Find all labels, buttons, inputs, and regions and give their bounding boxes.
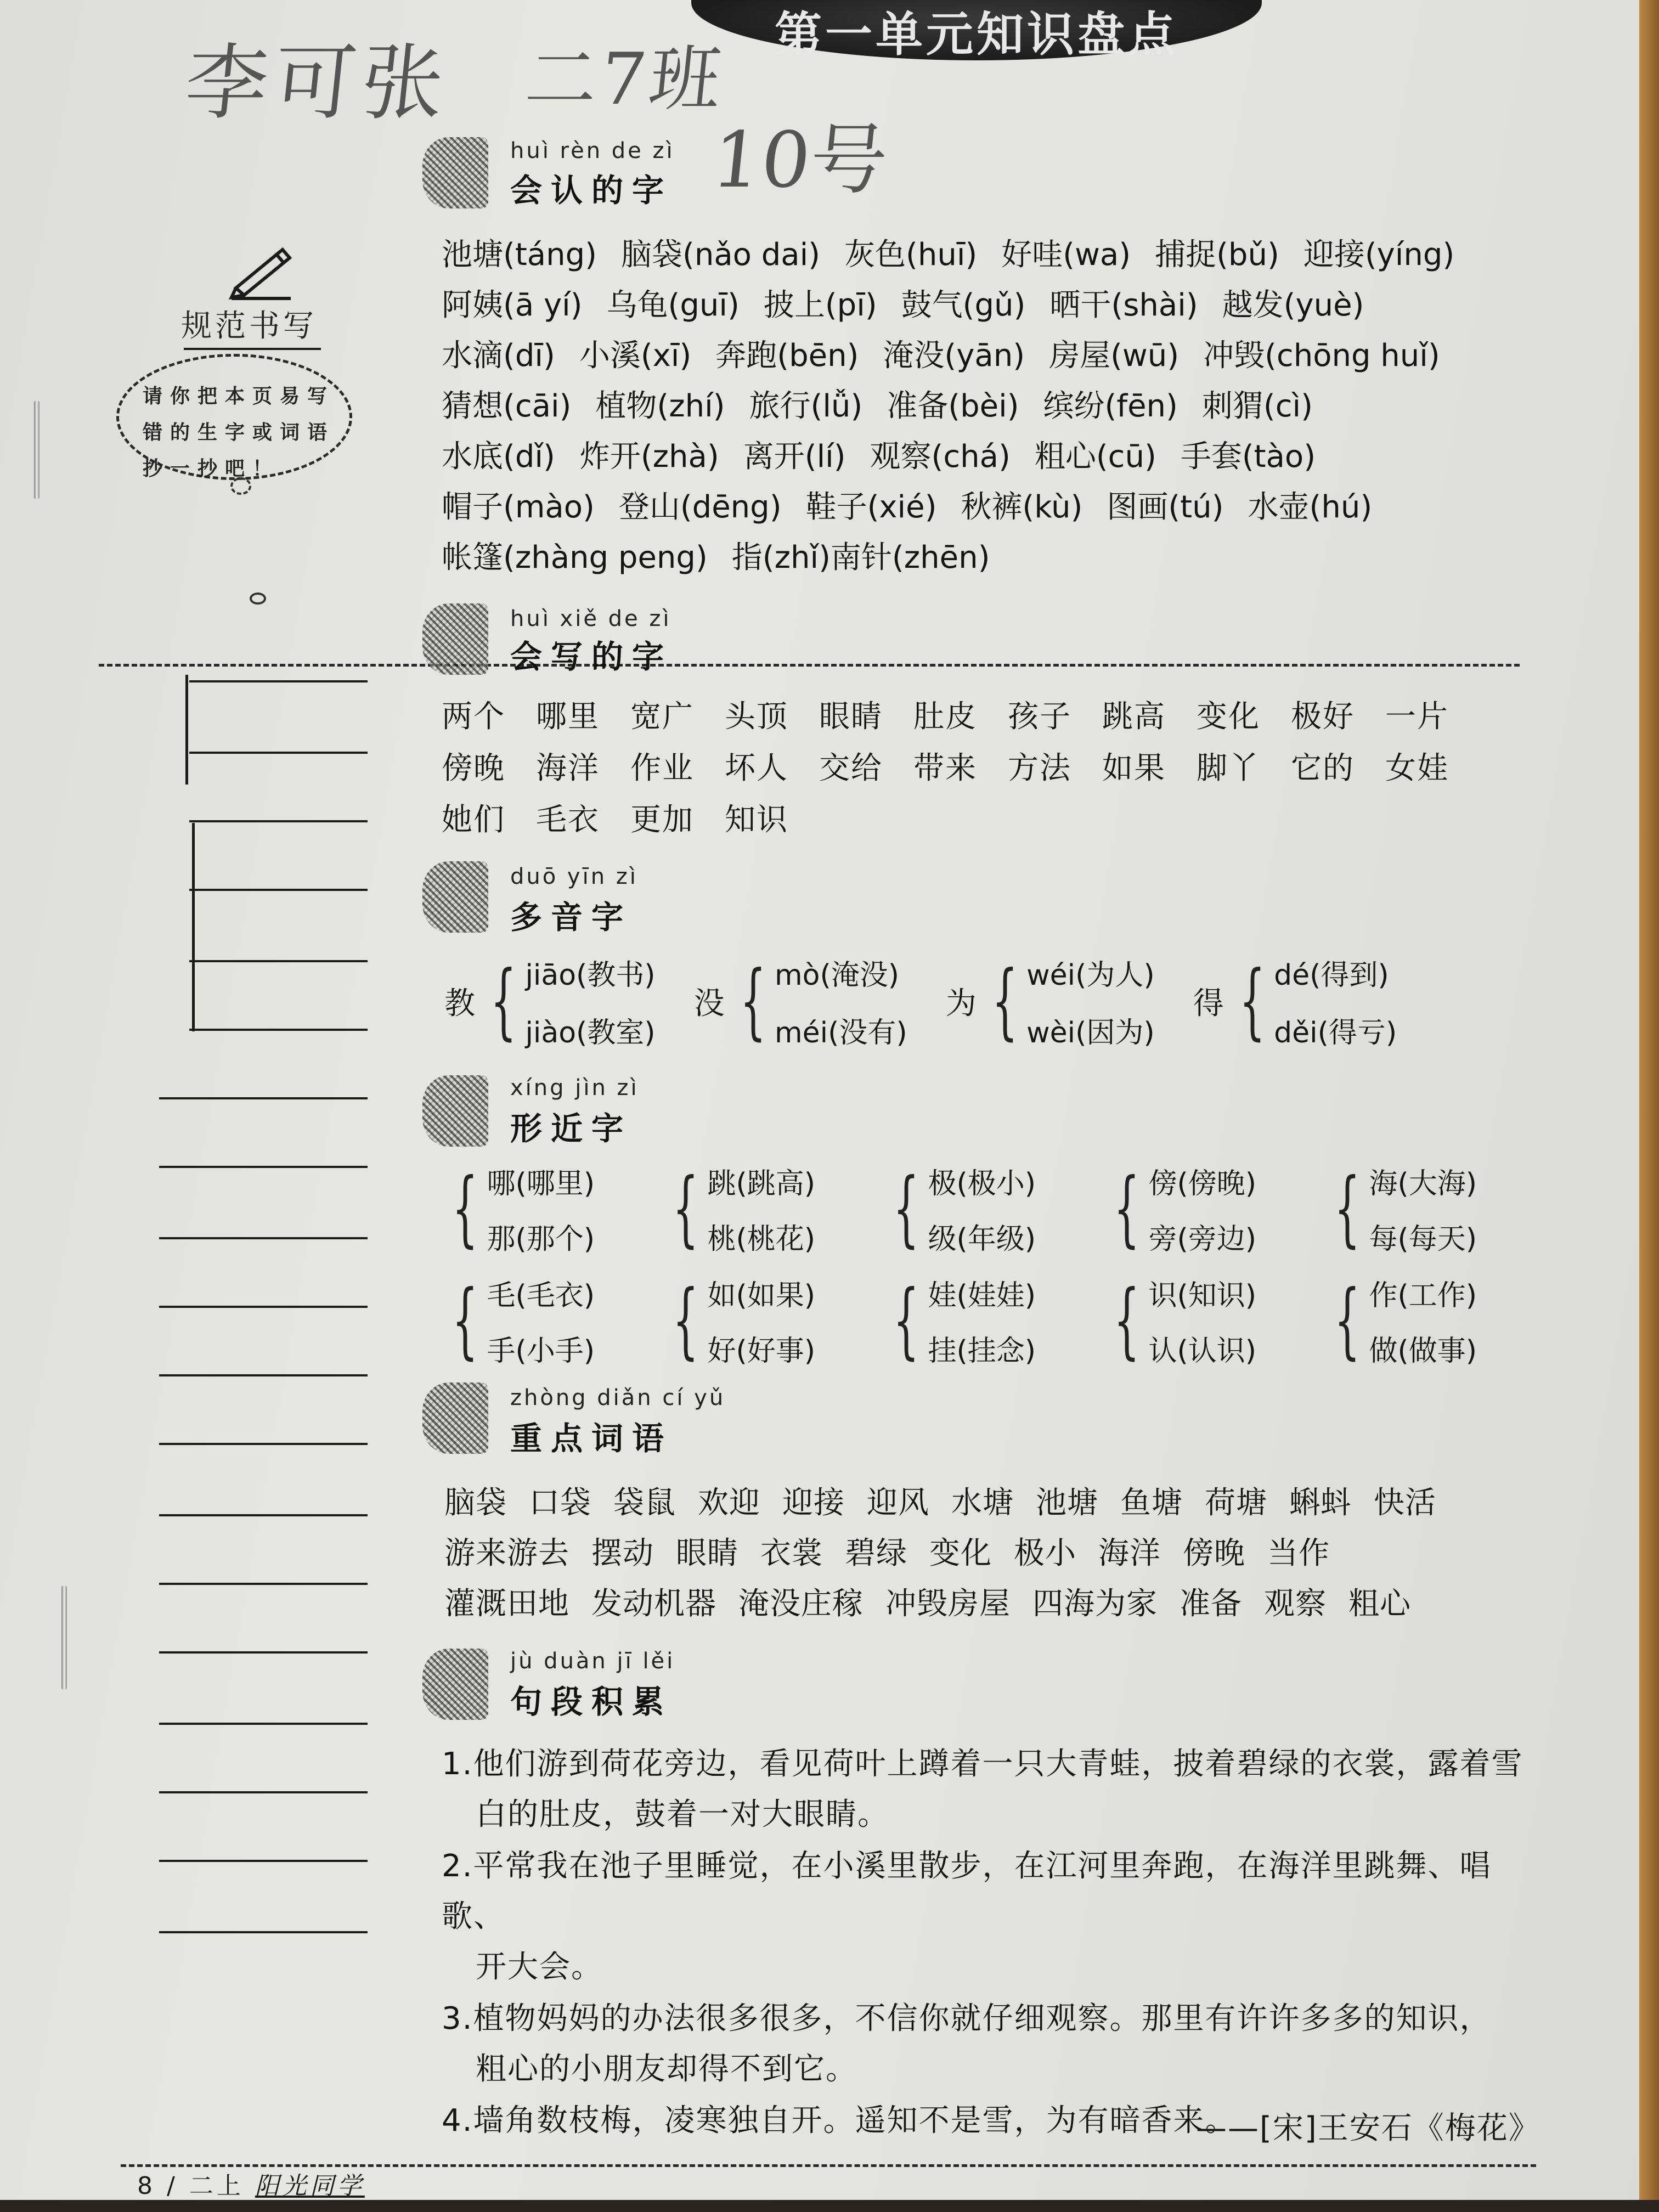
sentence-continuation: 开大会。 (476, 1949, 603, 1985)
write-word: 交给 (819, 751, 883, 786)
vocab-row (442, 432, 1479, 483)
polyphone-groups (444, 952, 1397, 1051)
keyword: 鱼塘 (1120, 1485, 1183, 1521)
vocab-item: 刺猬(cì) (1201, 388, 1313, 424)
write-word: 海洋 (536, 751, 600, 786)
polyphone-group (946, 952, 1155, 1051)
keyword: 极小 (1014, 1536, 1076, 1571)
vocab-item: 炸开(zhà) (579, 439, 719, 475)
brace: { (1113, 1161, 1140, 1256)
polyphone-reading: dé(得到) (1274, 959, 1389, 992)
sentence-line: 植物妈妈的办法很多很多，不信你就仔细观察。那里有许许多多的知识， (473, 2001, 1492, 2036)
keyword-list (444, 1479, 1458, 1630)
writing-line[interactable] (159, 1237, 368, 1239)
write-row (442, 795, 1480, 847)
vocab-item: 水壶(hú) (1248, 489, 1373, 525)
polyphone-readings (1026, 952, 1155, 1051)
keyword: 游来游去 (444, 1536, 569, 1571)
keyword: 粗心 (1348, 1586, 1411, 1622)
vocab-item: 帽子(mào) (442, 489, 595, 525)
sentence-list (442, 1739, 1550, 2147)
vocab-item: 指(zhǐ)南针(zhēn) (731, 540, 990, 575)
polyphone-char: 得 (1193, 986, 1224, 1022)
keyword: 蝌蚪 (1289, 1485, 1352, 1521)
writing-line[interactable] (159, 1097, 368, 1099)
section-icon (422, 137, 488, 208)
poem-citation: ——[宋]王安石《梅花》 (1196, 2111, 1541, 2146)
vocab-item: 准备(bèi) (887, 388, 1019, 424)
polyphone-group (444, 952, 656, 1051)
section-title-keywords: 重点词语 (510, 1420, 673, 1457)
section-pinyin: zhòng diǎn cí yǔ (510, 1385, 726, 1410)
sentence-line: 墙角数枝梅，凌寒独自开。遥知不是雪，为有暗香来。 (473, 2103, 1237, 2138)
vocab-item: 观察(chá) (870, 439, 1011, 475)
keyword: 快活 (1374, 1485, 1436, 1521)
vocab-item: 植物(zhí) (595, 388, 725, 424)
section-pinyin: duō yīn zì (510, 864, 638, 889)
similar-group (1101, 1160, 1287, 1257)
keyword: 变化 (929, 1536, 992, 1571)
similar-item: 每(每天) (1369, 1223, 1477, 1256)
write-word: 两个 (442, 699, 505, 735)
keyword: 当作 (1267, 1536, 1330, 1571)
keyword: 观察 (1264, 1586, 1327, 1622)
similar-item: 认(认识) (1148, 1335, 1257, 1368)
vocab-item: 乌龟(guī) (606, 287, 740, 323)
polyphone-char: 为 (945, 986, 977, 1022)
brace: { (452, 1161, 478, 1256)
vocab-item: 水底(dǐ) (442, 439, 555, 475)
staple (34, 400, 40, 499)
polyphone-readings (525, 952, 655, 1051)
brace: { (893, 1161, 919, 1256)
unit-banner (691, 0, 1262, 60)
similar-item: 娃(娃娃) (928, 1279, 1036, 1312)
vocab-item: 旅行(lǚ) (749, 388, 863, 424)
vocab-item: 粗心(cū) (1034, 439, 1156, 475)
sentence-line: 他们游到荷花旁边，看见荷叶上蹲着一只大青蛙，披着碧绿的衣裳，露着雪 (473, 1746, 1523, 1782)
vocab-item: 脑袋(nǎo dai) (621, 237, 821, 273)
keyword-row (444, 1579, 1458, 1630)
writing-line[interactable] (159, 1514, 368, 1516)
similar-group (659, 1160, 846, 1257)
keyword: 袋鼠 (613, 1485, 676, 1521)
sidebar-title-underline (184, 348, 321, 350)
publisher-brand: 阳光同学 (255, 2172, 365, 2200)
vocab-row (442, 533, 1479, 584)
vocab-item: 秋裤(kù) (961, 489, 1083, 525)
vocab-item: 手套(tào) (1180, 439, 1316, 475)
writing-line[interactable] (159, 1166, 368, 1168)
vocab-item: 图画(tú) (1107, 489, 1224, 525)
similar-item: 那(那个) (487, 1223, 595, 1256)
polyphone-group (694, 952, 907, 1051)
similar-item: 傍(傍晚) (1148, 1167, 1257, 1200)
vocab-row (442, 281, 1479, 331)
sentence-continuation: 粗心的小朋友却得不到它。 (476, 2051, 857, 2087)
polyphone-readings (1274, 952, 1397, 1051)
similar-group (880, 1272, 1066, 1369)
vocab-item: 鼓气(gǔ) (901, 287, 1026, 323)
vocab-item: 冲毁(chōng huǐ) (1203, 338, 1440, 374)
section-title-sentences: 句段积累 (510, 1683, 673, 1720)
similar-pair (1369, 1160, 1477, 1257)
vocab-item: 奔跑(bēn) (715, 338, 859, 374)
writing-line[interactable] (189, 680, 368, 682)
sentence-line: 平常我在池子里睡觉，在小溪里散步，在江河里奔跑，在海洋里跳舞、唱歌、 (442, 1848, 1492, 1934)
similar-item: 作(工作) (1369, 1279, 1477, 1312)
grade-label: 二上 (189, 2172, 244, 2200)
section-icon (422, 1649, 488, 1720)
similar-pair (707, 1272, 815, 1369)
similar-pair (707, 1160, 815, 1257)
keyword: 碧绿 (845, 1536, 907, 1571)
polyphone-reading: wèi(因为) (1026, 1017, 1155, 1049)
similar-item: 毛(毛衣) (487, 1279, 595, 1312)
similar-pair (487, 1272, 595, 1369)
sentence-item (442, 1841, 1550, 1993)
page-number: 8 (137, 2172, 156, 2200)
similar-item: 如(如果) (707, 1279, 816, 1312)
vocab-item: 小溪(xī) (579, 338, 692, 374)
vocab-item: 披上(pī) (763, 287, 877, 323)
writing-line[interactable] (159, 1651, 368, 1654)
section-title-polyphone: 多音字 (510, 899, 633, 936)
table-edge (1639, 0, 1659, 2212)
writing-line[interactable] (159, 1583, 368, 1585)
writing-line[interactable] (159, 1306, 368, 1308)
write-word: 如果 (1102, 751, 1166, 786)
section-icon (422, 1075, 488, 1147)
polyphone-reading: jiāo(教书) (525, 959, 656, 992)
keyword: 冲毁房屋 (885, 1586, 1011, 1622)
section-pinyin: huì rèn de zì (510, 138, 675, 163)
write-word: 脚丫 (1197, 751, 1260, 786)
section-icon (422, 861, 488, 933)
keyword-row (444, 1529, 1458, 1579)
similar-item: 做(做事) (1369, 1335, 1477, 1368)
write-word: 方法 (1008, 751, 1071, 786)
sentence-number: 2. (442, 1848, 473, 1884)
section-icon (422, 1383, 488, 1454)
similar-item: 桃(桃花) (707, 1223, 816, 1256)
section-pinyin: huì xiě de zì (510, 606, 672, 631)
writing-line[interactable] (189, 820, 368, 822)
keyword: 准备 (1180, 1586, 1242, 1622)
vocab-item: 帐篷(zhàng peng) (442, 540, 708, 575)
sidebar-title: 规范书写 (181, 308, 317, 344)
vocab-item: 迎接(yíng) (1303, 237, 1455, 273)
keyword: 迎风 (867, 1485, 929, 1521)
vocab-item: 阿姨(ā yí) (442, 287, 583, 323)
sentence-item (442, 1994, 1550, 2095)
write-word: 变化 (1197, 699, 1260, 735)
keyword: 淹没庄稼 (738, 1586, 864, 1622)
similar-item: 好(好事) (707, 1335, 816, 1368)
section-divider (99, 664, 1520, 667)
similar-pair (1369, 1272, 1477, 1369)
keyword: 摆动 (591, 1536, 654, 1571)
vocab-item: 池塘(táng) (442, 237, 597, 273)
write-words (442, 692, 1480, 847)
vocab-item: 房屋(wū) (1049, 338, 1180, 374)
footer-separator: / (167, 2172, 178, 2200)
write-word: 作业 (630, 751, 694, 786)
keyword: 欢迎 (698, 1485, 760, 1521)
write-word: 傍晚 (442, 751, 505, 786)
similar-pair (1148, 1272, 1256, 1369)
keyword: 脑袋 (444, 1485, 507, 1521)
section-pinyin: jù duàn jī lěi (510, 1649, 675, 1674)
similar-group (880, 1160, 1066, 1257)
similar-group (439, 1160, 625, 1257)
write-row (442, 692, 1480, 744)
handwritten-name: 李可张 (180, 36, 454, 131)
polyphone-reading: děi(得亏) (1274, 1017, 1397, 1049)
vocab-row (442, 230, 1479, 281)
bubble-tail-dot (250, 592, 266, 605)
polyphone-reading: mò(淹没) (775, 959, 900, 992)
vocab-item: 捕捉(bǔ) (1155, 237, 1279, 273)
write-word: 她们 (442, 802, 505, 838)
writing-line[interactable] (189, 889, 368, 891)
vocab-row (442, 331, 1479, 382)
brace: { (672, 1161, 699, 1256)
polyphone-reading: jiào(教室) (525, 1017, 656, 1049)
writing-line[interactable] (189, 960, 368, 962)
similar-pair (1148, 1160, 1256, 1257)
page-footer (137, 2166, 365, 2201)
section-title-write: 会写的字 (510, 638, 673, 675)
similar-row (439, 1160, 1508, 1257)
writing-line[interactable] (159, 1931, 368, 1933)
write-word: 它的 (1291, 751, 1355, 786)
section-icon (422, 603, 488, 675)
vocab-item: 登山(dēng) (618, 489, 782, 525)
vocab-item: 越发(yuè) (1222, 287, 1364, 323)
vocab-row (442, 483, 1479, 533)
sentence-number: 1. (442, 1746, 473, 1782)
brace: { (740, 953, 766, 1049)
similar-item: 手(小手) (487, 1335, 595, 1368)
writing-line[interactable] (189, 1029, 368, 1031)
similar-group (439, 1272, 625, 1369)
sentence-number: 4. (442, 2103, 473, 2138)
bubble-text: 请你把本页易写 错的生字或词语 抄一抄吧！ (143, 385, 335, 480)
vocab-item: 猜想(cāi) (442, 388, 572, 424)
similar-group (659, 1272, 846, 1369)
writing-box-border (192, 823, 195, 1031)
vocab-row (442, 382, 1479, 432)
polyphone-reading: wéi(为人) (1026, 959, 1155, 992)
vocab-item: 灰色(huī) (844, 237, 978, 273)
keyword: 四海为家 (1032, 1586, 1158, 1622)
similar-pair (928, 1160, 1036, 1257)
polyphone-readings (775, 952, 907, 1051)
section-title-similar: 形近字 (510, 1110, 633, 1147)
keyword: 眼睛 (676, 1536, 738, 1571)
handwritten-number: 10号 (708, 116, 892, 205)
similar-item: 识(知识) (1148, 1279, 1257, 1312)
brace: { (672, 1273, 699, 1368)
writing-box-border (185, 675, 188, 785)
section-pinyin: xíng jìn zì (510, 1075, 639, 1101)
similar-item: 海(大海) (1369, 1167, 1477, 1200)
polyphone-char: 教 (444, 986, 475, 1022)
write-word: 极好 (1291, 699, 1355, 735)
banner-title: 第一单元知识盘点 (775, 7, 1178, 62)
pencil-icon (219, 236, 296, 302)
similar-item: 旁(旁边) (1148, 1223, 1257, 1256)
polyphone-char: 没 (693, 986, 725, 1022)
brace: { (452, 1273, 478, 1368)
write-word: 更加 (630, 802, 694, 838)
write-word: 头顶 (725, 699, 788, 735)
similar-row (439, 1272, 1508, 1369)
polyphone-group (1193, 952, 1397, 1051)
keyword: 灌溉田地 (444, 1586, 569, 1622)
write-word: 哪里 (536, 699, 600, 735)
sentence-item (442, 1739, 1550, 1840)
keyword: 池塘 (1036, 1485, 1098, 1521)
write-word: 肚皮 (913, 699, 977, 735)
write-word: 跳高 (1102, 699, 1166, 735)
staple (61, 1585, 67, 1690)
similar-item: 跳(跳高) (707, 1167, 816, 1200)
brace: { (893, 1273, 919, 1368)
write-word: 宽广 (630, 699, 694, 735)
brace: { (1113, 1273, 1140, 1368)
brace: { (1334, 1273, 1361, 1368)
write-word: 带来 (913, 751, 977, 786)
write-word: 孩子 (1008, 699, 1071, 735)
brace: { (991, 953, 1018, 1049)
keyword: 迎接 (782, 1485, 845, 1521)
writing-line[interactable] (159, 1791, 368, 1793)
sentence-continuation: 白的肚皮，鼓着一对大眼睛。 (476, 1797, 889, 1832)
similar-group (1321, 1272, 1508, 1369)
similar-pair (928, 1272, 1036, 1369)
similar-item: 哪(哪里) (487, 1167, 595, 1200)
vocab-item: 水滴(dī) (442, 338, 555, 374)
writing-line[interactable] (159, 1860, 368, 1862)
keyword: 水塘 (951, 1485, 1014, 1521)
write-word: 眼睛 (819, 699, 883, 735)
keyword: 荷塘 (1205, 1485, 1267, 1521)
polyphone-reading: méi(没有) (775, 1017, 907, 1049)
brace: { (490, 953, 517, 1049)
section-title-recognize: 会认的字 (510, 172, 673, 209)
similar-group (1321, 1160, 1508, 1257)
similar-item: 挂(挂念) (928, 1335, 1036, 1368)
keyword-row (444, 1479, 1458, 1529)
recognize-words (442, 230, 1479, 584)
vocab-item: 鞋子(xié) (805, 489, 937, 525)
table-edge-bottom (0, 2200, 1659, 2212)
write-word: 一片 (1385, 699, 1449, 735)
write-word: 女娃 (1385, 751, 1449, 786)
vocab-item: 离开(lí) (743, 439, 846, 475)
similar-char-groups (439, 1160, 1508, 1384)
similar-pair (487, 1160, 595, 1257)
keyword: 傍晚 (1183, 1536, 1245, 1571)
similar-item: 极(极小) (928, 1167, 1036, 1200)
keyword: 海洋 (1098, 1536, 1161, 1571)
similar-item: 级(年级) (928, 1223, 1036, 1256)
vocab-item: 缤纷(fēn) (1043, 388, 1178, 424)
brace: { (1239, 953, 1266, 1049)
keyword: 口袋 (529, 1485, 591, 1521)
writing-line[interactable] (159, 1374, 368, 1376)
keyword: 发动机器 (591, 1586, 716, 1622)
vocab-item: 好哇(wa) (1001, 237, 1131, 273)
write-word: 知识 (725, 802, 788, 838)
write-row (442, 744, 1480, 795)
keyword: 衣裳 (760, 1536, 823, 1571)
sentence-number: 3. (442, 2001, 473, 2036)
handwritten-class: 二7班 (521, 37, 729, 121)
vocab-item: 淹没(yān) (883, 338, 1025, 374)
write-word: 毛衣 (536, 802, 600, 838)
similar-group (1101, 1272, 1287, 1369)
write-word: 坏人 (725, 751, 788, 786)
writing-line[interactable] (189, 752, 368, 754)
writing-line[interactable] (159, 1723, 368, 1725)
writing-line[interactable] (159, 1443, 368, 1445)
vocab-item: 晒干(shài) (1049, 287, 1198, 323)
brace: { (1334, 1161, 1361, 1256)
